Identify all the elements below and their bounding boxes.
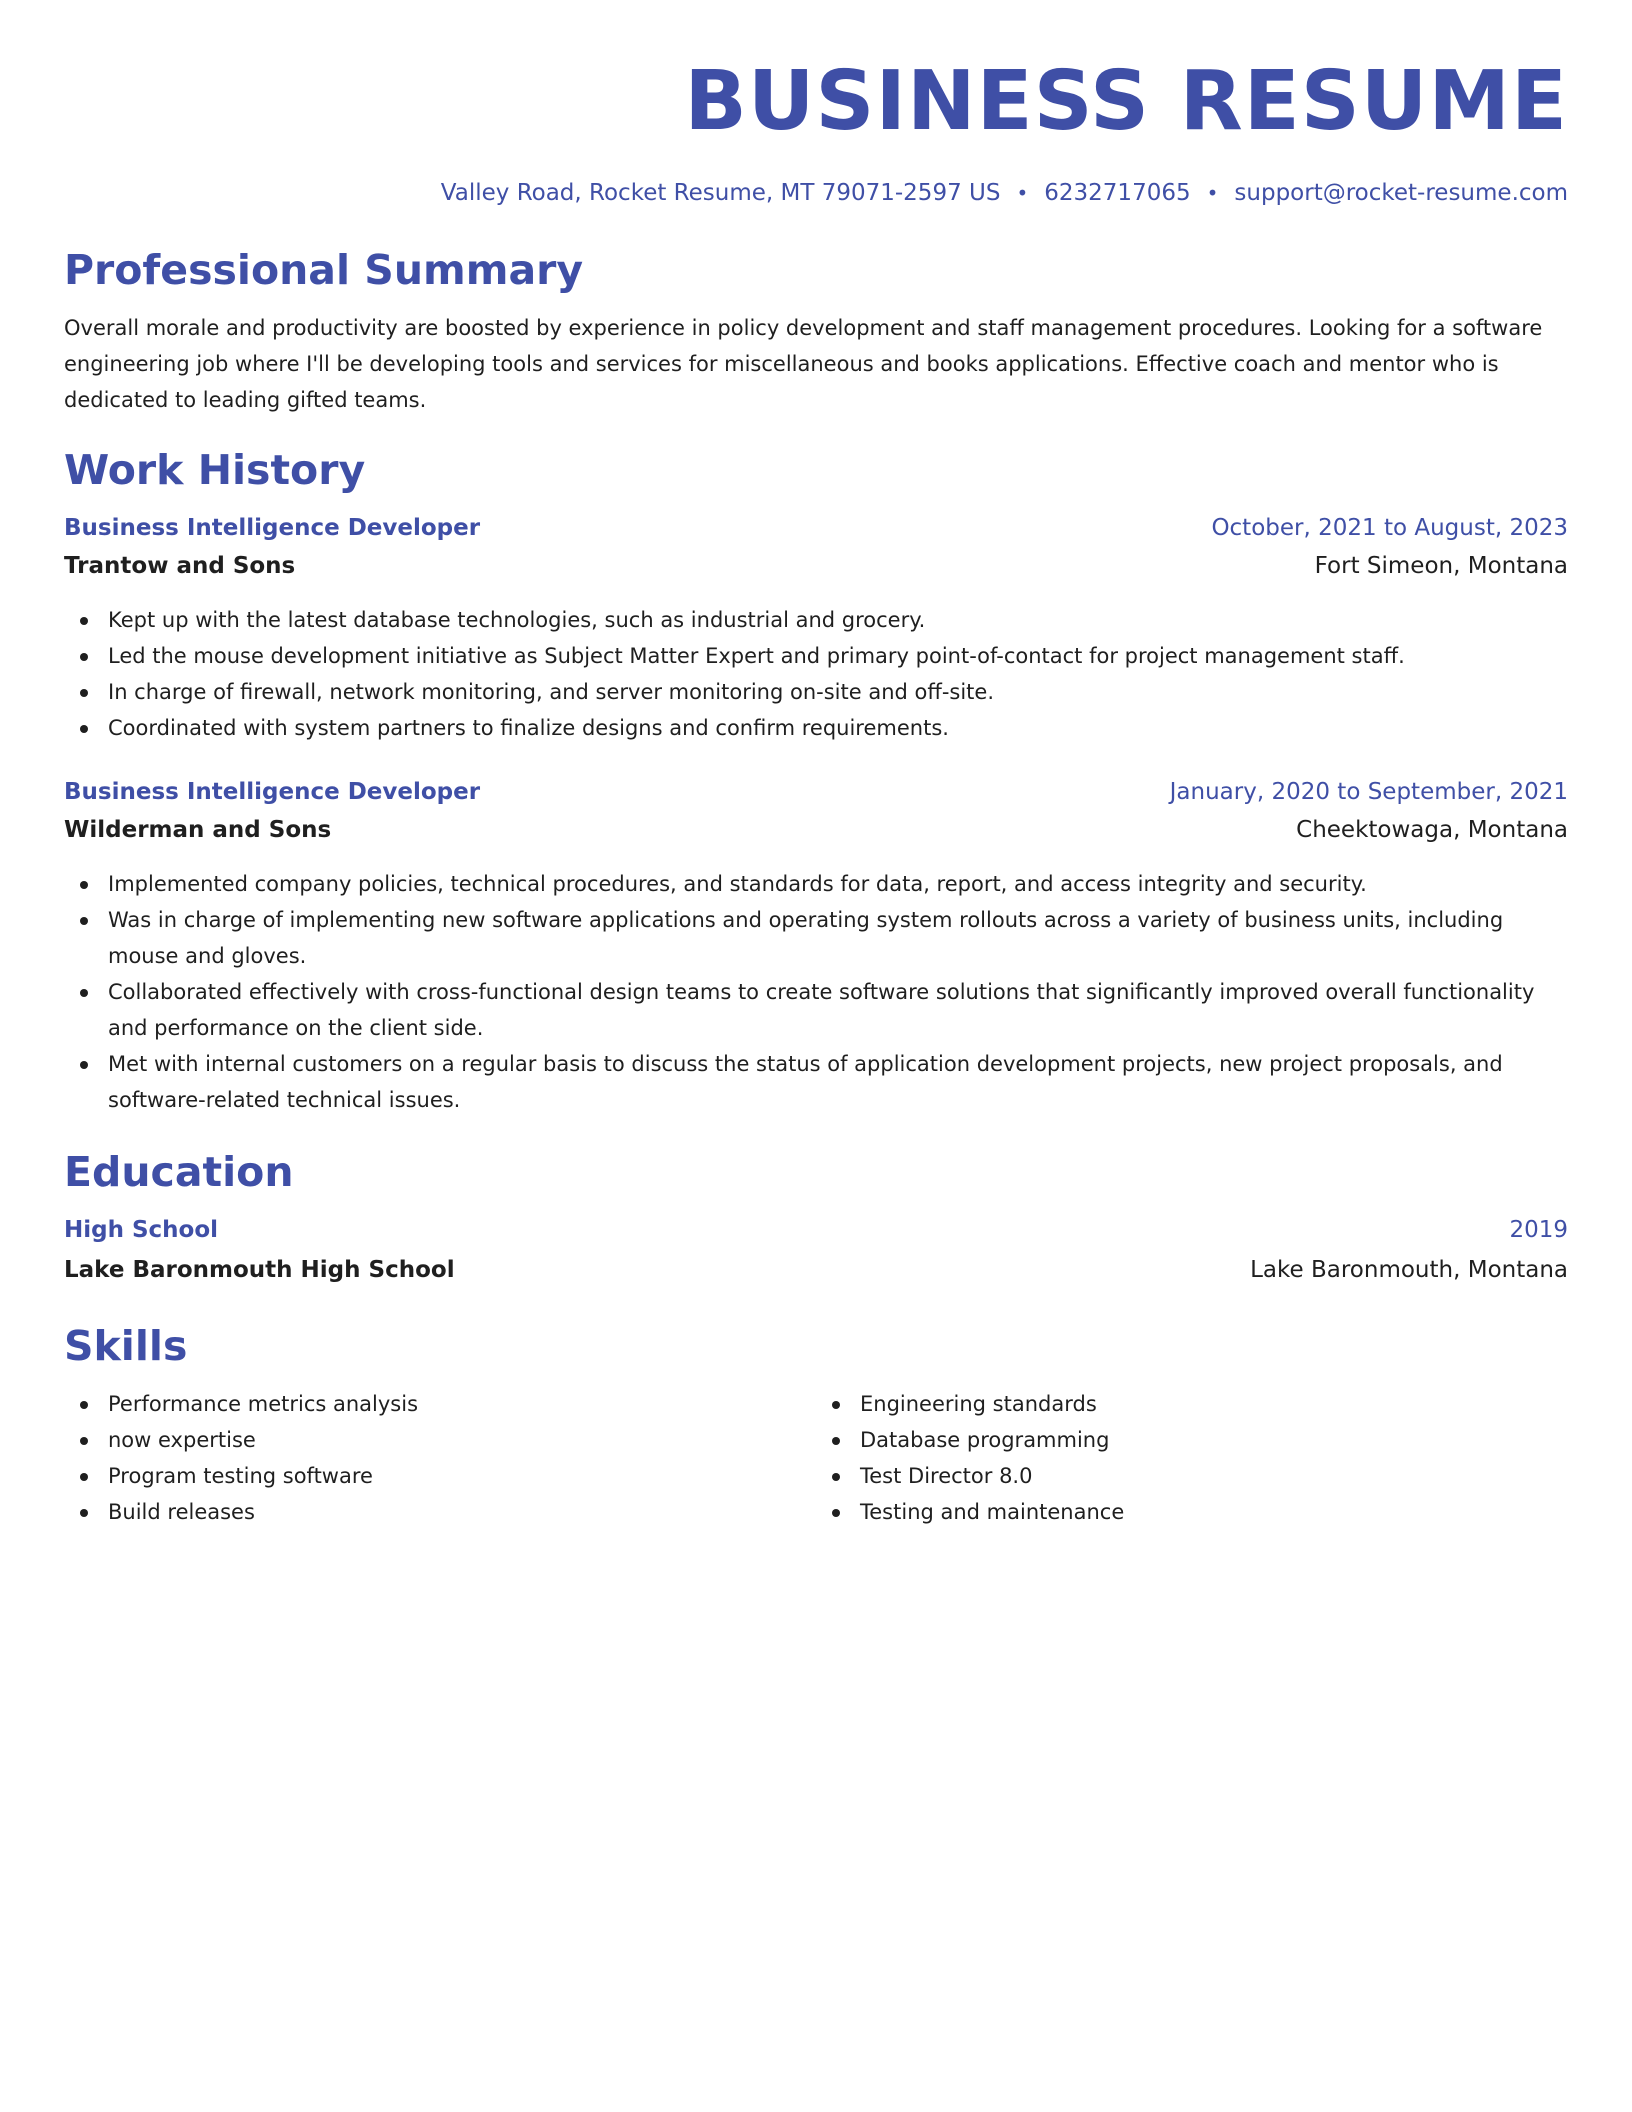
skills-list <box>64 1386 816 1530</box>
contact-separator: • <box>1016 181 1029 205</box>
contact-address: Valley Road, Rocket Resume, MT 79071-2597 US <box>440 180 1001 206</box>
job-bullet: In charge of firewall, network monitoring, and server monitoring on-site and off-site. <box>64 674 1568 710</box>
job-bullet: Coordinated with system partners to finalize designs and confirm requirements. <box>64 710 1568 746</box>
education-school: Lake Baronmouth High School <box>64 1257 455 1283</box>
education-section <box>64 1144 1568 1288</box>
skill-item: Engineering standards <box>816 1386 1568 1422</box>
skill-item: Database programming <box>816 1422 1568 1458</box>
skills-grid <box>64 1386 1568 1530</box>
skill-item: Test Director 8.0 <box>816 1458 1568 1494</box>
skills-column-left <box>64 1386 816 1530</box>
summary-section <box>64 242 1568 418</box>
contact-email: support@rocket-resume.com <box>1234 180 1568 206</box>
job-bullet: Led the mouse development initiative as Subject Matter Expert and primary point-of-contact for project management staff. <box>64 638 1568 674</box>
summary-text: Overall morale and productivity are boosted by experience in policy development and staff management procedures. Looking for a software engineering job where I'll be developing tools and services for miscellaneous and books applications. Effective coach and mentor who is dedicated to leading gifted teams. <box>64 316 1543 412</box>
section-title-education: Education <box>64 1148 294 1196</box>
job-title: Business Intelligence Developer <box>64 779 481 805</box>
education-school-row <box>64 1252 1568 1288</box>
job-bullet: Implemented company policies, technical procedures, and standards for data, report, and access integrity and security. <box>64 866 1568 902</box>
education-degree: High School <box>64 1217 219 1243</box>
job-title: Business Intelligence Developer <box>64 515 481 541</box>
job-location: Cheektowaga, Montana <box>1296 817 1568 843</box>
skill-item: now expertise <box>64 1422 816 1458</box>
section-title-summary: Professional Summary <box>64 246 584 294</box>
skill-item: Testing and maintenance <box>816 1494 1568 1530</box>
job-company-row <box>64 548 1568 584</box>
resume-name: BUSINESS RESUME <box>684 54 1568 149</box>
job-bullets <box>64 602 1568 746</box>
section-title-work-history: Work History <box>64 446 366 494</box>
job-company: Trantow and Sons <box>64 553 296 579</box>
job-company: Wilderman and Sons <box>64 817 332 843</box>
education-header-row <box>64 1212 1568 1248</box>
contact-line <box>64 176 1568 210</box>
job-location: Fort Simeon, Montana <box>1314 553 1568 579</box>
job-dates: October, 2021 to August, 2023 <box>1211 515 1568 541</box>
job-bullets <box>64 866 1568 1118</box>
job-company-row <box>64 812 1568 848</box>
job-header-row <box>64 774 1568 810</box>
job-bullet: Kept up with the latest database technologies, such as industrial and grocery. <box>64 602 1568 638</box>
skill-item: Program testing software <box>64 1458 816 1494</box>
contact-phone: 6232717065 <box>1044 180 1191 206</box>
education-location: Lake Baronmouth, Montana <box>1250 1257 1568 1283</box>
contact-separator: • <box>1206 181 1219 205</box>
skills-column-right <box>816 1386 1568 1530</box>
education-year: 2019 <box>1509 1217 1568 1243</box>
skill-item: Performance metrics analysis <box>64 1386 816 1422</box>
work-history-section <box>64 442 1568 1118</box>
section-title-skills: Skills <box>64 1322 188 1370</box>
job-bullet: Met with internal customers on a regular basis to discuss the status of application development projects, new project proposals, and software-related technical issues. <box>64 1046 1568 1118</box>
skill-item: Build releases <box>64 1494 816 1530</box>
job-dates: January, 2020 to September, 2021 <box>1169 779 1568 805</box>
skills-section <box>64 1318 1568 1530</box>
job-entry <box>64 510 1568 746</box>
skills-list <box>816 1386 1568 1530</box>
job-entry <box>64 774 1568 1118</box>
job-bullet: Collaborated effectively with cross-functional design teams to create software solutions that significantly improved overall functionality and performance on the client side. <box>64 974 1568 1046</box>
job-bullet: Was in charge of implementing new software applications and operating system rollouts across a variety of business units, including mouse and gloves. <box>64 902 1568 974</box>
job-header-row <box>64 510 1568 546</box>
